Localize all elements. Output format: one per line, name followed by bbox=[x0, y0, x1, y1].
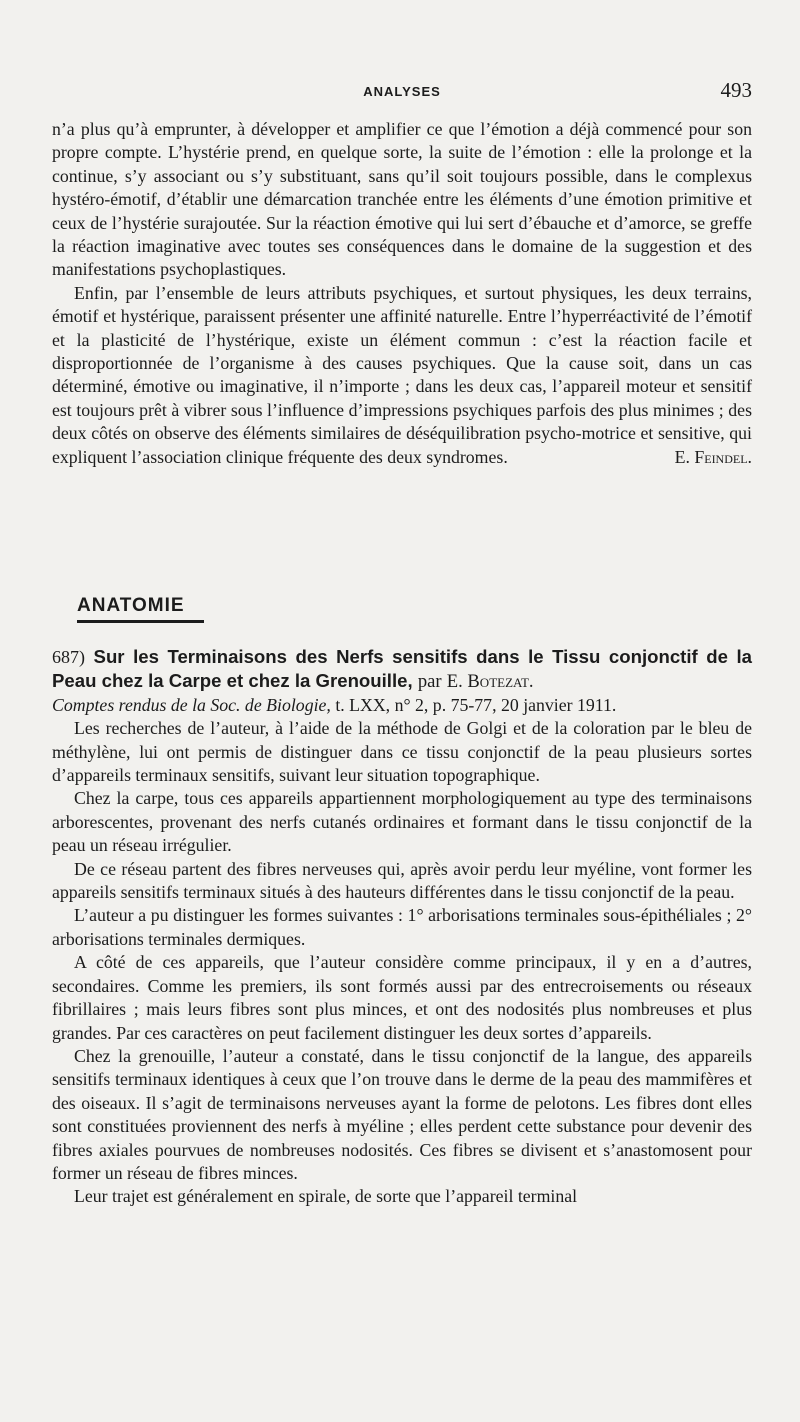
article-title: Sur les Terminaisons des Nerfs sensitifs dans le Tissu conjonctif de la Peau chez la Carpe et chez la Grenouille, bbox=[52, 646, 752, 692]
article-heading bbox=[52, 645, 752, 694]
by-word: par bbox=[417, 671, 442, 693]
paragraph: Leur trajet est généralement en spirale, de sorte que l’appareil terminal bbox=[74, 1186, 578, 1207]
continuation-text bbox=[52, 118, 752, 469]
running-title: ANALYSES bbox=[363, 84, 441, 99]
paragraph: Chez la carpe, tous ces appareils appartiennent morphologiquement au type des terminaisons arborescentes, provenant des nerfs cutanés ordinaires et formant dans le tissu conjonctif de la peau un réseau irrégulier. bbox=[52, 788, 752, 856]
author-signature: E. Feindel. bbox=[674, 446, 752, 467]
citation bbox=[52, 694, 752, 717]
section-heading: ANATOMIE bbox=[77, 595, 185, 616]
article-author: E. Botezat. bbox=[446, 671, 534, 693]
paragraph: Enfin, par l’ensemble de leurs attributs psychiques, et surtout physiques, les deux terrains, émotif et hystérique, paraissent présenter une affinité naturelle. Entre l’hyperréactivité de l’émotif et la plasticité de l’hystérique, existe un élément commun : c’est la réaction facile et disproportionnée de l’organisme à des causes psychiques. Que la cause soit, dans un cas déterminé, émotive ou imaginative, il n’importe ; dans les deux cas, l’appareil moteur et sensitif est toujours prêt à vibrer sous l’influence d’impressions psychiques parfois des plus minimes ; des deux côtés on observe des éléments similaires de déséquilibration psycho-motrice et sensitive, qui expliquent l’association clinique fréquente des deux syndromes. bbox=[52, 282, 752, 467]
article-entry bbox=[52, 645, 752, 1209]
entry-number: 687) bbox=[52, 647, 85, 667]
page-header bbox=[52, 78, 752, 106]
journal-name: Comptes rendus de la Soc. de Biologie, bbox=[52, 694, 331, 715]
paragraph: Les recherches de l’auteur, à l’aide de la méthode de Golgi et de la coloration par le bleu de méthylène, lui ont permis de distinguer dans ce tissu conjonctif de la peau plusieurs sortes d’appareils terminaux sensitifs, suivant leur situation topographique. bbox=[52, 718, 752, 786]
paragraph: n’a plus qu’à emprunter, à développer et amplifier ce que l’émotion a déjà commencé pour son propre compte. L’hystérie prend, en quelque sorte, la suite de l’émotion : elle la prolonge et la continue, s’y associant ou s’y substituant, sans qu’il soit toujours possible, dans le complexus hystéro-émotif, d’établir une démarcation tranchée entre les éléments d’une émotion primitive et ceux de l’hystérie surajoutée. Sur la réaction émotive qui lui sert d’ébauche et d’amorce, se greffe la réaction imaginative avec toutes ses conséquences dans le domaine de la suggestion et des manifestations psychoplastiques. bbox=[52, 119, 752, 280]
section-underline bbox=[77, 620, 204, 623]
paragraph: De ce réseau partent des fibres nerveuses qui, après avoir perdu leur myéline, vont former les appareils sensitifs terminaux situés à des hauteurs différentes dans le tissu conjonctif de la peau. bbox=[52, 858, 752, 903]
paragraph: A côté de ces appareils, que l’auteur considère comme principaux, il y en a d’autres, secondaires. Comme les premiers, ils sont formés aussi par des entrecroisements ou réseaux fibrillaires ; mais leurs fibres sont plus minces, et ont des nodosités plus nombreuses et plus grandes. Par ces caractères on peut facilement distinguer les deux sortes d’appareils. bbox=[52, 952, 752, 1043]
citation-details: t. LXX, n° 2, p. 75-77, 20 janvier 1911. bbox=[335, 694, 617, 715]
paragraph: Chez la grenouille, l’auteur a constaté, dans le tissu conjonctif de la langue, des appareils sensitifs terminaux identiques à ceux que l’on trouve dans le derme de la peau des mammifères et des oiseaux. Il s’agit de terminaisons nerveuses ayant la forme de pelotons. Les fibres dont elles sont constituées proviennent des nerfs à myéline ; elles perdent cette substance pour devenir des fibres axiales pourvues de nombreuses nodosités. Ces fibres se divisent et s’anastomosent pour former un réseau de fibres minces. bbox=[52, 1045, 752, 1183]
paragraph: L’auteur a pu distinguer les formes suivantes : 1° arborisations terminales sous-épithéliales ; 2° arborisations terminales dermiques. bbox=[52, 905, 752, 949]
page-number: 493 bbox=[720, 78, 752, 102]
